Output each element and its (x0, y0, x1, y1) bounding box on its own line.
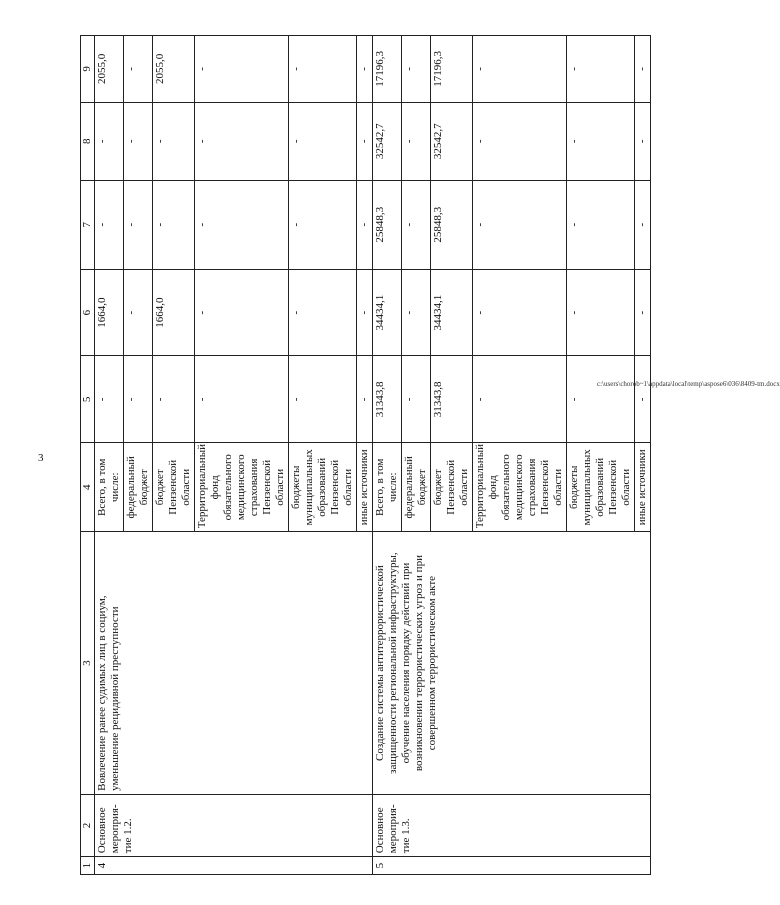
value-cell: 34434,1 (373, 269, 402, 356)
value-cell: 31343,8 (431, 356, 473, 443)
value-cell: - (567, 269, 635, 356)
header-cell: 6 (81, 269, 95, 356)
value-cell: 25848,3 (431, 180, 473, 269)
value-cell: - (357, 269, 373, 356)
value-cell: 25848,3 (373, 180, 402, 269)
value-cell: - (95, 180, 124, 269)
value-cell: - (567, 356, 635, 443)
value-cell: - (635, 356, 651, 443)
funding-source: иные источники (357, 443, 373, 532)
value-cell: - (473, 180, 567, 269)
value-cell: - (357, 180, 373, 269)
value-cell: - (153, 102, 195, 180)
value-cell: - (153, 356, 195, 443)
value-cell: - (635, 102, 651, 180)
value-cell: - (402, 269, 431, 356)
financing-table (80, 35, 651, 875)
value-cell: - (473, 36, 567, 103)
value-cell: 2055,0 (153, 36, 195, 103)
value-cell: 32542,7 (373, 102, 402, 180)
value-cell: - (289, 36, 357, 103)
value-cell: - (124, 180, 153, 269)
value-cell: - (289, 356, 357, 443)
activity-kind: Основное мероприя-тие 1.2. (95, 794, 373, 856)
funding-source: Всего, в том числе: (373, 443, 402, 532)
value-cell: - (567, 180, 635, 269)
value-cell: 1664,0 (153, 269, 195, 356)
value-cell: - (567, 102, 635, 180)
value-cell: - (289, 102, 357, 180)
header-cell: 5 (81, 356, 95, 443)
funding-source: бюджет Пензенской области (431, 443, 473, 532)
funding-source: федеральный бюджет (124, 443, 153, 532)
funding-source: Всего, в том числе: (95, 443, 124, 532)
value-cell: - (195, 36, 289, 103)
value-cell: - (289, 180, 357, 269)
funding-source: федеральный бюджет (402, 443, 431, 532)
funding-source: бюджеты муниципальных образований Пензенской области (289, 443, 357, 532)
funding-source: иные источники (635, 443, 651, 532)
header-cell: 7 (81, 180, 95, 269)
value-cell: 31343,8 (373, 356, 402, 443)
header-row (81, 36, 95, 875)
value-cell: - (635, 269, 651, 356)
value-cell: - (124, 356, 153, 443)
value-cell: - (289, 269, 357, 356)
row-number: 5 (373, 857, 651, 875)
value-cell: - (402, 36, 431, 103)
value-cell: - (195, 269, 289, 356)
funding-source: бюджеты муниципальных образований Пензенской области (567, 443, 635, 532)
value-cell: - (402, 102, 431, 180)
rotated-table-container (80, 35, 648, 875)
activity-description: Создание системы антитеррористической защищенности региональной инфраструктуры, обучение населения порядку действий при возникновении террористических угроз и при совершенном террористическом акте (373, 532, 651, 795)
activity-kind: Основное мероприя-тие 1.3. (373, 794, 651, 856)
header-cell: 9 (81, 36, 95, 103)
value-cell: 17196,3 (373, 36, 402, 103)
value-cell: - (124, 102, 153, 180)
value-cell: - (473, 356, 567, 443)
value-cell: - (567, 36, 635, 103)
header-cell: 4 (81, 443, 95, 532)
value-cell: - (402, 356, 431, 443)
header-cell: 1 (81, 857, 95, 875)
value-cell: 32542,7 (431, 102, 473, 180)
value-cell: - (357, 36, 373, 103)
table-row (373, 36, 402, 875)
value-cell: 2055,0 (95, 36, 124, 103)
header-cell: 8 (81, 102, 95, 180)
value-cell: - (402, 180, 431, 269)
value-cell: - (124, 36, 153, 103)
value-cell: 1664,0 (95, 269, 124, 356)
value-cell: - (195, 180, 289, 269)
value-cell: - (635, 180, 651, 269)
value-cell: 34434,1 (431, 269, 473, 356)
page-number: 3 (38, 452, 44, 464)
value-cell: - (635, 36, 651, 103)
value-cell: - (357, 356, 373, 443)
funding-source: бюджет Пензенской области (153, 443, 195, 532)
value-cell: - (153, 180, 195, 269)
value-cell: - (473, 102, 567, 180)
funding-source: Территориальный фонд обязательного медицинского страхования Пензенской области (195, 443, 289, 532)
value-cell: - (95, 102, 124, 180)
funding-source: Территориальный фонд обязательного медицинского страхования Пензенской области (473, 443, 567, 532)
table-row (95, 36, 124, 875)
value-cell: - (95, 356, 124, 443)
value-cell: 17196,3 (431, 36, 473, 103)
value-cell: - (473, 269, 567, 356)
value-cell: - (195, 356, 289, 443)
header-cell: 3 (81, 532, 95, 795)
value-cell: - (124, 269, 153, 356)
activity-description: Вовлечение ранее судимых лиц в социум, уменьшение рецидивной преступности (95, 532, 373, 795)
value-cell: - (357, 102, 373, 180)
row-number: 4 (95, 857, 373, 875)
value-cell: - (195, 102, 289, 180)
header-cell: 2 (81, 794, 95, 856)
footer-file-path: c:\users\chorob~1\appdata\local\temp\aspose6\036\8409-tm.docx (597, 380, 780, 388)
